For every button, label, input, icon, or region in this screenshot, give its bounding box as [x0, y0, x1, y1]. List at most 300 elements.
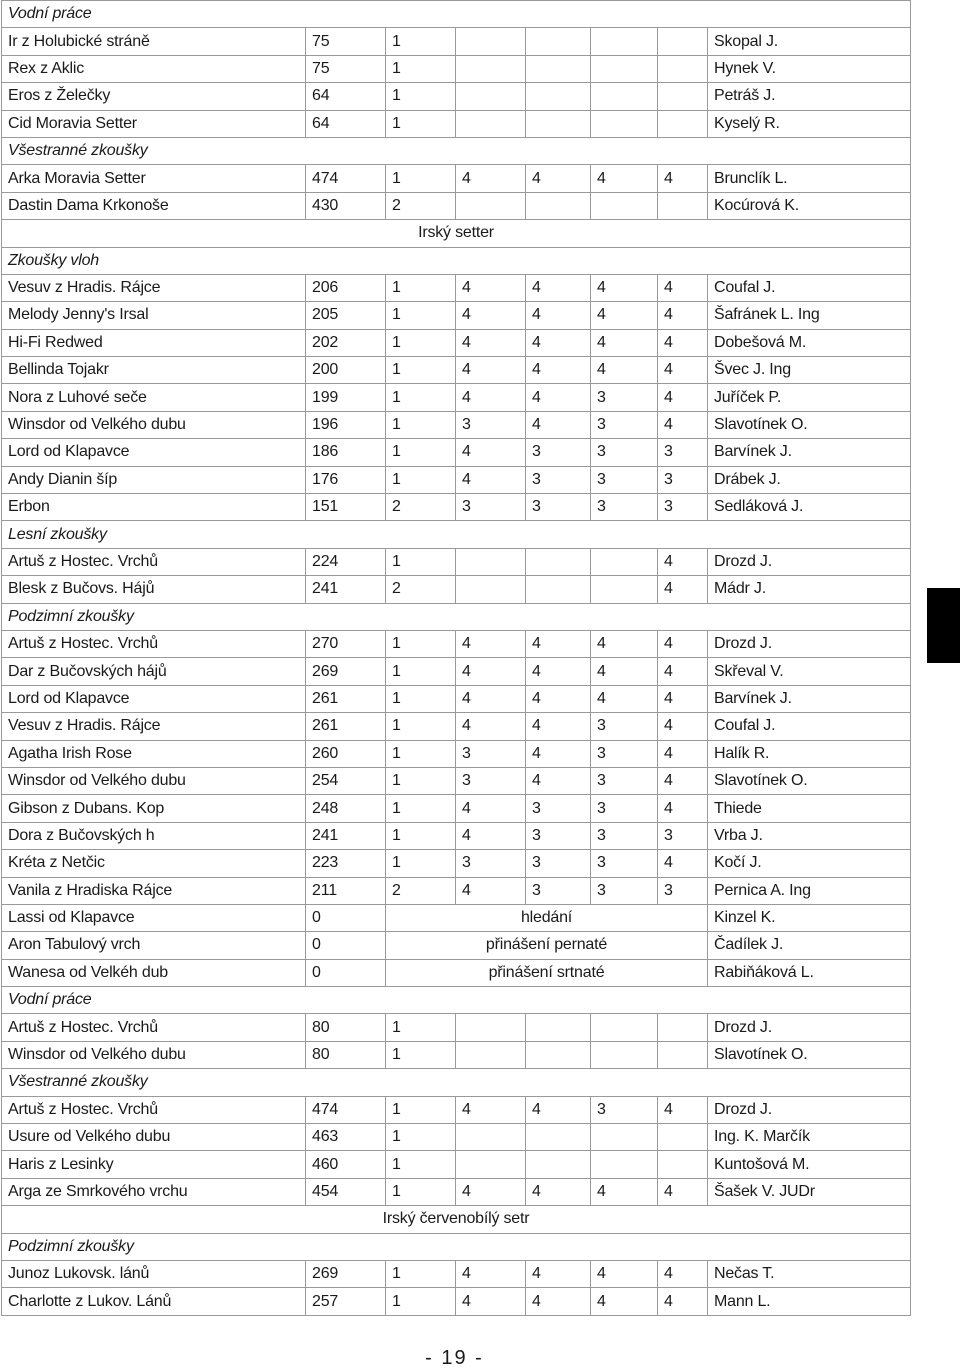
grade-cell: 3 — [591, 1096, 658, 1123]
judge-name: Drábek J. — [708, 466, 911, 493]
judge-name: Slavotínek O. — [708, 411, 911, 438]
grade-cell: 4 — [658, 795, 708, 822]
grade-cell: 3 — [526, 439, 591, 466]
section-title: Lesní zkoušky — [2, 521, 911, 548]
grade-cell: 3 — [658, 822, 708, 849]
prize-cell: 1 — [386, 357, 456, 384]
table-row — [2, 274, 911, 301]
table-row — [2, 795, 911, 822]
table-row — [2, 384, 911, 411]
grade-cell: 3 — [456, 411, 526, 438]
grade-cell: 4 — [591, 658, 658, 685]
prize-cell: 1 — [386, 1014, 456, 1041]
section-title: Všestranné zkoušky — [2, 1069, 911, 1096]
grade-cell: 4 — [591, 1178, 658, 1205]
grade-cell: 3 — [591, 850, 658, 877]
prize-cell: 1 — [386, 1124, 456, 1151]
grade-cell: 4 — [658, 740, 708, 767]
points-cell: 75 — [306, 28, 386, 55]
judge-name: Mádr J. — [708, 576, 911, 603]
judge-name: Kuntošová M. — [708, 1151, 911, 1178]
table-row — [2, 55, 911, 82]
judge-name: Barvínek J. — [708, 439, 911, 466]
points-cell: 206 — [306, 274, 386, 301]
section-header-row — [2, 987, 911, 1014]
dog-name: Dora z Bučovských h — [2, 822, 306, 849]
points-cell: 269 — [306, 658, 386, 685]
grade-cell: 4 — [658, 1178, 708, 1205]
grade-cell: 4 — [456, 822, 526, 849]
points-cell: 151 — [306, 494, 386, 521]
judge-name: Šašek V. JUDr — [708, 1178, 911, 1205]
points-cell: 80 — [306, 1014, 386, 1041]
grade-cell: 4 — [526, 1288, 591, 1315]
points-cell: 474 — [306, 165, 386, 192]
grade-cell: 4 — [526, 685, 591, 712]
dog-name: Lord od Klapavce — [2, 439, 306, 466]
dog-name: Artuš z Hostec. Vrchů — [2, 630, 306, 657]
table-row — [2, 28, 911, 55]
points-cell: 224 — [306, 548, 386, 575]
judge-name: Juříček P. — [708, 384, 911, 411]
grade-cell: 3 — [591, 439, 658, 466]
grade-cell — [658, 1014, 708, 1041]
prize-cell: 1 — [386, 384, 456, 411]
grade-cell — [456, 1014, 526, 1041]
dog-name: Artuš z Hostec. Vrchů — [2, 1096, 306, 1123]
grade-cell: 4 — [456, 630, 526, 657]
judge-name: Kinzel K. — [708, 904, 911, 931]
table-row — [2, 959, 911, 986]
grade-cell — [526, 576, 591, 603]
table-row — [2, 1124, 911, 1151]
points-cell: 257 — [306, 1288, 386, 1315]
prize-cell: 2 — [386, 877, 456, 904]
prize-cell: 1 — [386, 466, 456, 493]
table-row — [2, 302, 911, 329]
prize-cell: 1 — [386, 713, 456, 740]
dog-name: Hi-Fi Redwed — [2, 329, 306, 356]
judge-name: Coufal J. — [708, 713, 911, 740]
prize-cell: 1 — [386, 822, 456, 849]
dog-name: Artuš z Hostec. Vrchů — [2, 548, 306, 575]
prize-cell: 1 — [386, 740, 456, 767]
prize-cell: 1 — [386, 1178, 456, 1205]
table-row — [2, 192, 911, 219]
section-header-row — [2, 1, 911, 28]
grade-cell — [591, 576, 658, 603]
points-cell: 430 — [306, 192, 386, 219]
grade-cell: 4 — [526, 329, 591, 356]
grade-cell: 4 — [526, 1260, 591, 1287]
dog-name: Charlotte z Lukov. Lánů — [2, 1288, 306, 1315]
table-row — [2, 822, 911, 849]
section-title: Podzimní zkoušky — [2, 1233, 911, 1260]
grade-cell: 3 — [591, 795, 658, 822]
results-table — [1, 0, 911, 1316]
prize-cell: 1 — [386, 1151, 456, 1178]
judge-name: Čadílek J. — [708, 932, 911, 959]
grade-cell: 4 — [456, 685, 526, 712]
dog-name: Arka Moravia Setter — [2, 165, 306, 192]
judge-name: Barvínek J. — [708, 685, 911, 712]
dog-name: Eros z Želečky — [2, 83, 306, 110]
points-cell: 241 — [306, 576, 386, 603]
judge-name: Dobešová M. — [708, 329, 911, 356]
grade-cell: 4 — [456, 1096, 526, 1123]
grade-cell: 3 — [591, 466, 658, 493]
grade-cell: 4 — [658, 1096, 708, 1123]
judge-name: Slavotínek O. — [708, 767, 911, 794]
prize-cell: 1 — [386, 1096, 456, 1123]
grade-cell: 4 — [526, 411, 591, 438]
prize-cell: 1 — [386, 274, 456, 301]
judge-name: Brunclík L. — [708, 165, 911, 192]
judge-name: Kyselý R. — [708, 110, 911, 137]
judge-name: Pernica A. Ing — [708, 877, 911, 904]
dog-name: Dastin Dama Krkonoše — [2, 192, 306, 219]
judge-name: Ing. K. Marčík — [708, 1124, 911, 1151]
grade-cell — [658, 1151, 708, 1178]
dog-name: Winsdor od Velkého dubu — [2, 1041, 306, 1068]
grade-cell: 3 — [456, 494, 526, 521]
points-cell: 186 — [306, 439, 386, 466]
grade-cell — [591, 1124, 658, 1151]
table-row — [2, 466, 911, 493]
dog-name: Andy Dianin šíp — [2, 466, 306, 493]
breed-header-row — [2, 1206, 911, 1233]
points-cell: 223 — [306, 850, 386, 877]
table-row — [2, 1151, 911, 1178]
page-number: - 19 - — [425, 1347, 484, 1369]
points-cell: 270 — [306, 630, 386, 657]
judge-name: Nečas T. — [708, 1260, 911, 1287]
grade-cell: 3 — [658, 877, 708, 904]
table-row — [2, 110, 911, 137]
dog-name: Gibson z Dubans. Kop — [2, 795, 306, 822]
prize-cell: 1 — [386, 302, 456, 329]
grade-cell: 4 — [658, 274, 708, 301]
grade-cell: 3 — [591, 494, 658, 521]
grade-cell — [456, 1124, 526, 1151]
table-row — [2, 576, 911, 603]
points-cell: 196 — [306, 411, 386, 438]
table-row — [2, 767, 911, 794]
grade-cell: 4 — [526, 630, 591, 657]
grade-cell: 4 — [526, 1096, 591, 1123]
grade-cell: 4 — [658, 329, 708, 356]
points-cell: 454 — [306, 1178, 386, 1205]
prize-cell: 1 — [386, 850, 456, 877]
grade-cell: 3 — [526, 877, 591, 904]
prize-cell: 1 — [386, 1041, 456, 1068]
grade-cell: 4 — [658, 1260, 708, 1287]
points-cell: 269 — [306, 1260, 386, 1287]
prize-cell: 1 — [386, 658, 456, 685]
section-header-row — [2, 603, 911, 630]
points-cell: 200 — [306, 357, 386, 384]
grade-cell: 4 — [526, 658, 591, 685]
dog-name: Agatha Irish Rose — [2, 740, 306, 767]
judge-name: Rabiňáková L. — [708, 959, 911, 986]
table-row — [2, 1014, 911, 1041]
dog-name: Wanesa od Velkéh dub — [2, 959, 306, 986]
dog-name: Lord od Klapavce — [2, 685, 306, 712]
prize-cell: 2 — [386, 576, 456, 603]
grade-cell: 3 — [658, 466, 708, 493]
prize-cell: 1 — [386, 630, 456, 657]
points-cell: 260 — [306, 740, 386, 767]
dog-name: Kréta z Netčic — [2, 850, 306, 877]
grade-cell: 4 — [591, 1288, 658, 1315]
grade-cell: 4 — [526, 274, 591, 301]
points-cell: 0 — [306, 932, 386, 959]
grade-cell — [526, 1151, 591, 1178]
grade-cell: 4 — [658, 630, 708, 657]
grade-cell: 4 — [526, 713, 591, 740]
grade-cell: 3 — [456, 740, 526, 767]
section-title: Zkoušky vloh — [2, 247, 911, 274]
section-title: Vodní práce — [2, 987, 911, 1014]
breed-title: Irský setter — [2, 220, 911, 247]
judge-name: Švec J. Ing — [708, 357, 911, 384]
judge-name: Drozd J. — [708, 630, 911, 657]
grade-cell — [456, 1041, 526, 1068]
grade-cell: 4 — [658, 165, 708, 192]
grade-cell: 4 — [456, 329, 526, 356]
grade-cell: 4 — [456, 1260, 526, 1287]
prize-cell: 1 — [386, 55, 456, 82]
dog-name: Ir z Holubické stráně — [2, 28, 306, 55]
grade-cell: 3 — [591, 713, 658, 740]
judge-name: Skřeval V. — [708, 658, 911, 685]
dog-name: Arga ze Smrkového vrchu — [2, 1178, 306, 1205]
table-row — [2, 904, 911, 931]
grade-cell: 4 — [456, 274, 526, 301]
grade-cell: 4 — [591, 165, 658, 192]
grade-cell — [591, 1014, 658, 1041]
grade-cell — [526, 548, 591, 575]
dog-name: Rex z Aklic — [2, 55, 306, 82]
grade-cell: 4 — [658, 767, 708, 794]
prize-cell: 1 — [386, 1288, 456, 1315]
grade-cell: 4 — [456, 1288, 526, 1315]
grade-cell: 4 — [658, 713, 708, 740]
judge-name: Petráš J. — [708, 83, 911, 110]
table-row — [2, 357, 911, 384]
points-cell: 80 — [306, 1041, 386, 1068]
prize-cell: 2 — [386, 192, 456, 219]
section-header-row — [2, 247, 911, 274]
table-row — [2, 1260, 911, 1287]
dog-name: Winsdor od Velkého dubu — [2, 411, 306, 438]
grade-cell: 4 — [456, 877, 526, 904]
table-row — [2, 740, 911, 767]
dog-name: Cid Moravia Setter — [2, 110, 306, 137]
grade-cell: 4 — [591, 274, 658, 301]
dog-name: Blesk z Bučovs. Hájů — [2, 576, 306, 603]
grade-cell: 4 — [658, 302, 708, 329]
points-cell: 463 — [306, 1124, 386, 1151]
failed-discipline: hledání — [386, 904, 708, 931]
dog-name: Vanila z Hradiska Rájce — [2, 877, 306, 904]
grade-cell — [591, 28, 658, 55]
table-row — [2, 165, 911, 192]
dog-name: Aron Tabulový vrch — [2, 932, 306, 959]
table-row — [2, 1288, 911, 1315]
table-row — [2, 1041, 911, 1068]
grade-cell: 4 — [658, 576, 708, 603]
table-row — [2, 548, 911, 575]
points-cell: 460 — [306, 1151, 386, 1178]
table-row — [2, 630, 911, 657]
grade-cell: 3 — [591, 740, 658, 767]
table-row — [2, 1096, 911, 1123]
points-cell: 0 — [306, 959, 386, 986]
grade-cell — [658, 28, 708, 55]
grade-cell: 3 — [658, 439, 708, 466]
dog-name: Winsdor od Velkého dubu — [2, 767, 306, 794]
grade-cell — [591, 1041, 658, 1068]
table-row — [2, 685, 911, 712]
failed-discipline: přinášení pernaté — [386, 932, 708, 959]
points-cell: 261 — [306, 685, 386, 712]
prize-cell: 1 — [386, 795, 456, 822]
grade-cell — [456, 576, 526, 603]
dog-name: Dar z Bučovských hájů — [2, 658, 306, 685]
grade-cell — [658, 110, 708, 137]
grade-cell: 4 — [456, 713, 526, 740]
table-row — [2, 83, 911, 110]
table-row — [2, 329, 911, 356]
grade-cell: 3 — [591, 411, 658, 438]
grade-cell — [526, 1041, 591, 1068]
points-cell: 248 — [306, 795, 386, 822]
grade-cell — [526, 192, 591, 219]
judge-name: Mann L. — [708, 1288, 911, 1315]
grade-cell: 3 — [526, 795, 591, 822]
grade-cell: 4 — [526, 740, 591, 767]
grade-cell — [591, 548, 658, 575]
prize-cell: 1 — [386, 329, 456, 356]
points-cell: 176 — [306, 466, 386, 493]
grade-cell: 4 — [591, 329, 658, 356]
grade-cell — [658, 1124, 708, 1151]
breed-header-row — [2, 220, 911, 247]
points-cell: 241 — [306, 822, 386, 849]
table-row — [2, 658, 911, 685]
points-cell: 64 — [306, 110, 386, 137]
grade-cell: 3 — [526, 494, 591, 521]
prize-cell: 1 — [386, 28, 456, 55]
grade-cell: 4 — [658, 658, 708, 685]
judge-name: Šafránek L. Ing — [708, 302, 911, 329]
grade-cell — [591, 83, 658, 110]
points-cell: 75 — [306, 55, 386, 82]
prize-cell: 1 — [386, 110, 456, 137]
prize-cell: 1 — [386, 1260, 456, 1287]
judge-name: Drozd J. — [708, 1014, 911, 1041]
points-cell: 474 — [306, 1096, 386, 1123]
dog-name: Nora z Luhové seče — [2, 384, 306, 411]
judge-name: Hynek V. — [708, 55, 911, 82]
judge-name: Skopal J. — [708, 28, 911, 55]
grade-cell: 4 — [456, 384, 526, 411]
grade-cell: 4 — [456, 302, 526, 329]
grade-cell — [658, 55, 708, 82]
points-cell: 199 — [306, 384, 386, 411]
section-header-row — [2, 521, 911, 548]
grade-cell: 4 — [456, 658, 526, 685]
grade-cell: 4 — [658, 1288, 708, 1315]
grade-cell: 4 — [456, 165, 526, 192]
grade-cell — [526, 1124, 591, 1151]
grade-cell: 3 — [526, 822, 591, 849]
table-row — [2, 411, 911, 438]
prize-cell: 1 — [386, 83, 456, 110]
grade-cell — [456, 83, 526, 110]
grade-cell — [456, 28, 526, 55]
points-cell: 205 — [306, 302, 386, 329]
grade-cell — [591, 192, 658, 219]
points-cell: 211 — [306, 877, 386, 904]
grade-cell: 4 — [591, 1260, 658, 1287]
grade-cell — [526, 28, 591, 55]
judge-name: Drozd J. — [708, 548, 911, 575]
grade-cell: 4 — [526, 384, 591, 411]
dog-name: Artuš z Hostec. Vrchů — [2, 1014, 306, 1041]
grade-cell — [658, 192, 708, 219]
grade-cell: 4 — [591, 630, 658, 657]
grade-cell — [526, 55, 591, 82]
section-title: Všestranné zkoušky — [2, 137, 911, 164]
points-cell: 0 — [306, 904, 386, 931]
grade-cell: 4 — [456, 795, 526, 822]
prize-cell: 1 — [386, 439, 456, 466]
prize-cell: 1 — [386, 685, 456, 712]
table-row — [2, 494, 911, 521]
grade-cell: 4 — [658, 357, 708, 384]
grade-cell: 4 — [526, 165, 591, 192]
results-table-body — [2, 1, 911, 1316]
dog-name: Melody Jenny's Irsal — [2, 302, 306, 329]
grade-cell: 3 — [591, 877, 658, 904]
grade-cell: 3 — [456, 767, 526, 794]
judge-name: Kocúrová K. — [708, 192, 911, 219]
grade-cell: 3 — [526, 466, 591, 493]
grade-cell — [456, 192, 526, 219]
prize-cell: 1 — [386, 411, 456, 438]
section-title: Vodní práce — [2, 1, 911, 28]
grade-cell: 4 — [526, 767, 591, 794]
grade-cell: 4 — [456, 466, 526, 493]
grade-cell: 4 — [526, 357, 591, 384]
section-header-row — [2, 137, 911, 164]
page-edge-tab — [927, 588, 960, 663]
points-cell: 261 — [306, 713, 386, 740]
dog-name: Vesuv z Hradis. Rájce — [2, 274, 306, 301]
failed-discipline: přinášení srtnaté — [386, 959, 708, 986]
grade-cell: 3 — [658, 494, 708, 521]
grade-cell — [591, 1151, 658, 1178]
table-row — [2, 932, 911, 959]
grade-cell: 4 — [591, 302, 658, 329]
grade-cell — [526, 1014, 591, 1041]
prize-cell: 1 — [386, 767, 456, 794]
grade-cell: 4 — [658, 384, 708, 411]
grade-cell — [456, 548, 526, 575]
grade-cell — [456, 1151, 526, 1178]
